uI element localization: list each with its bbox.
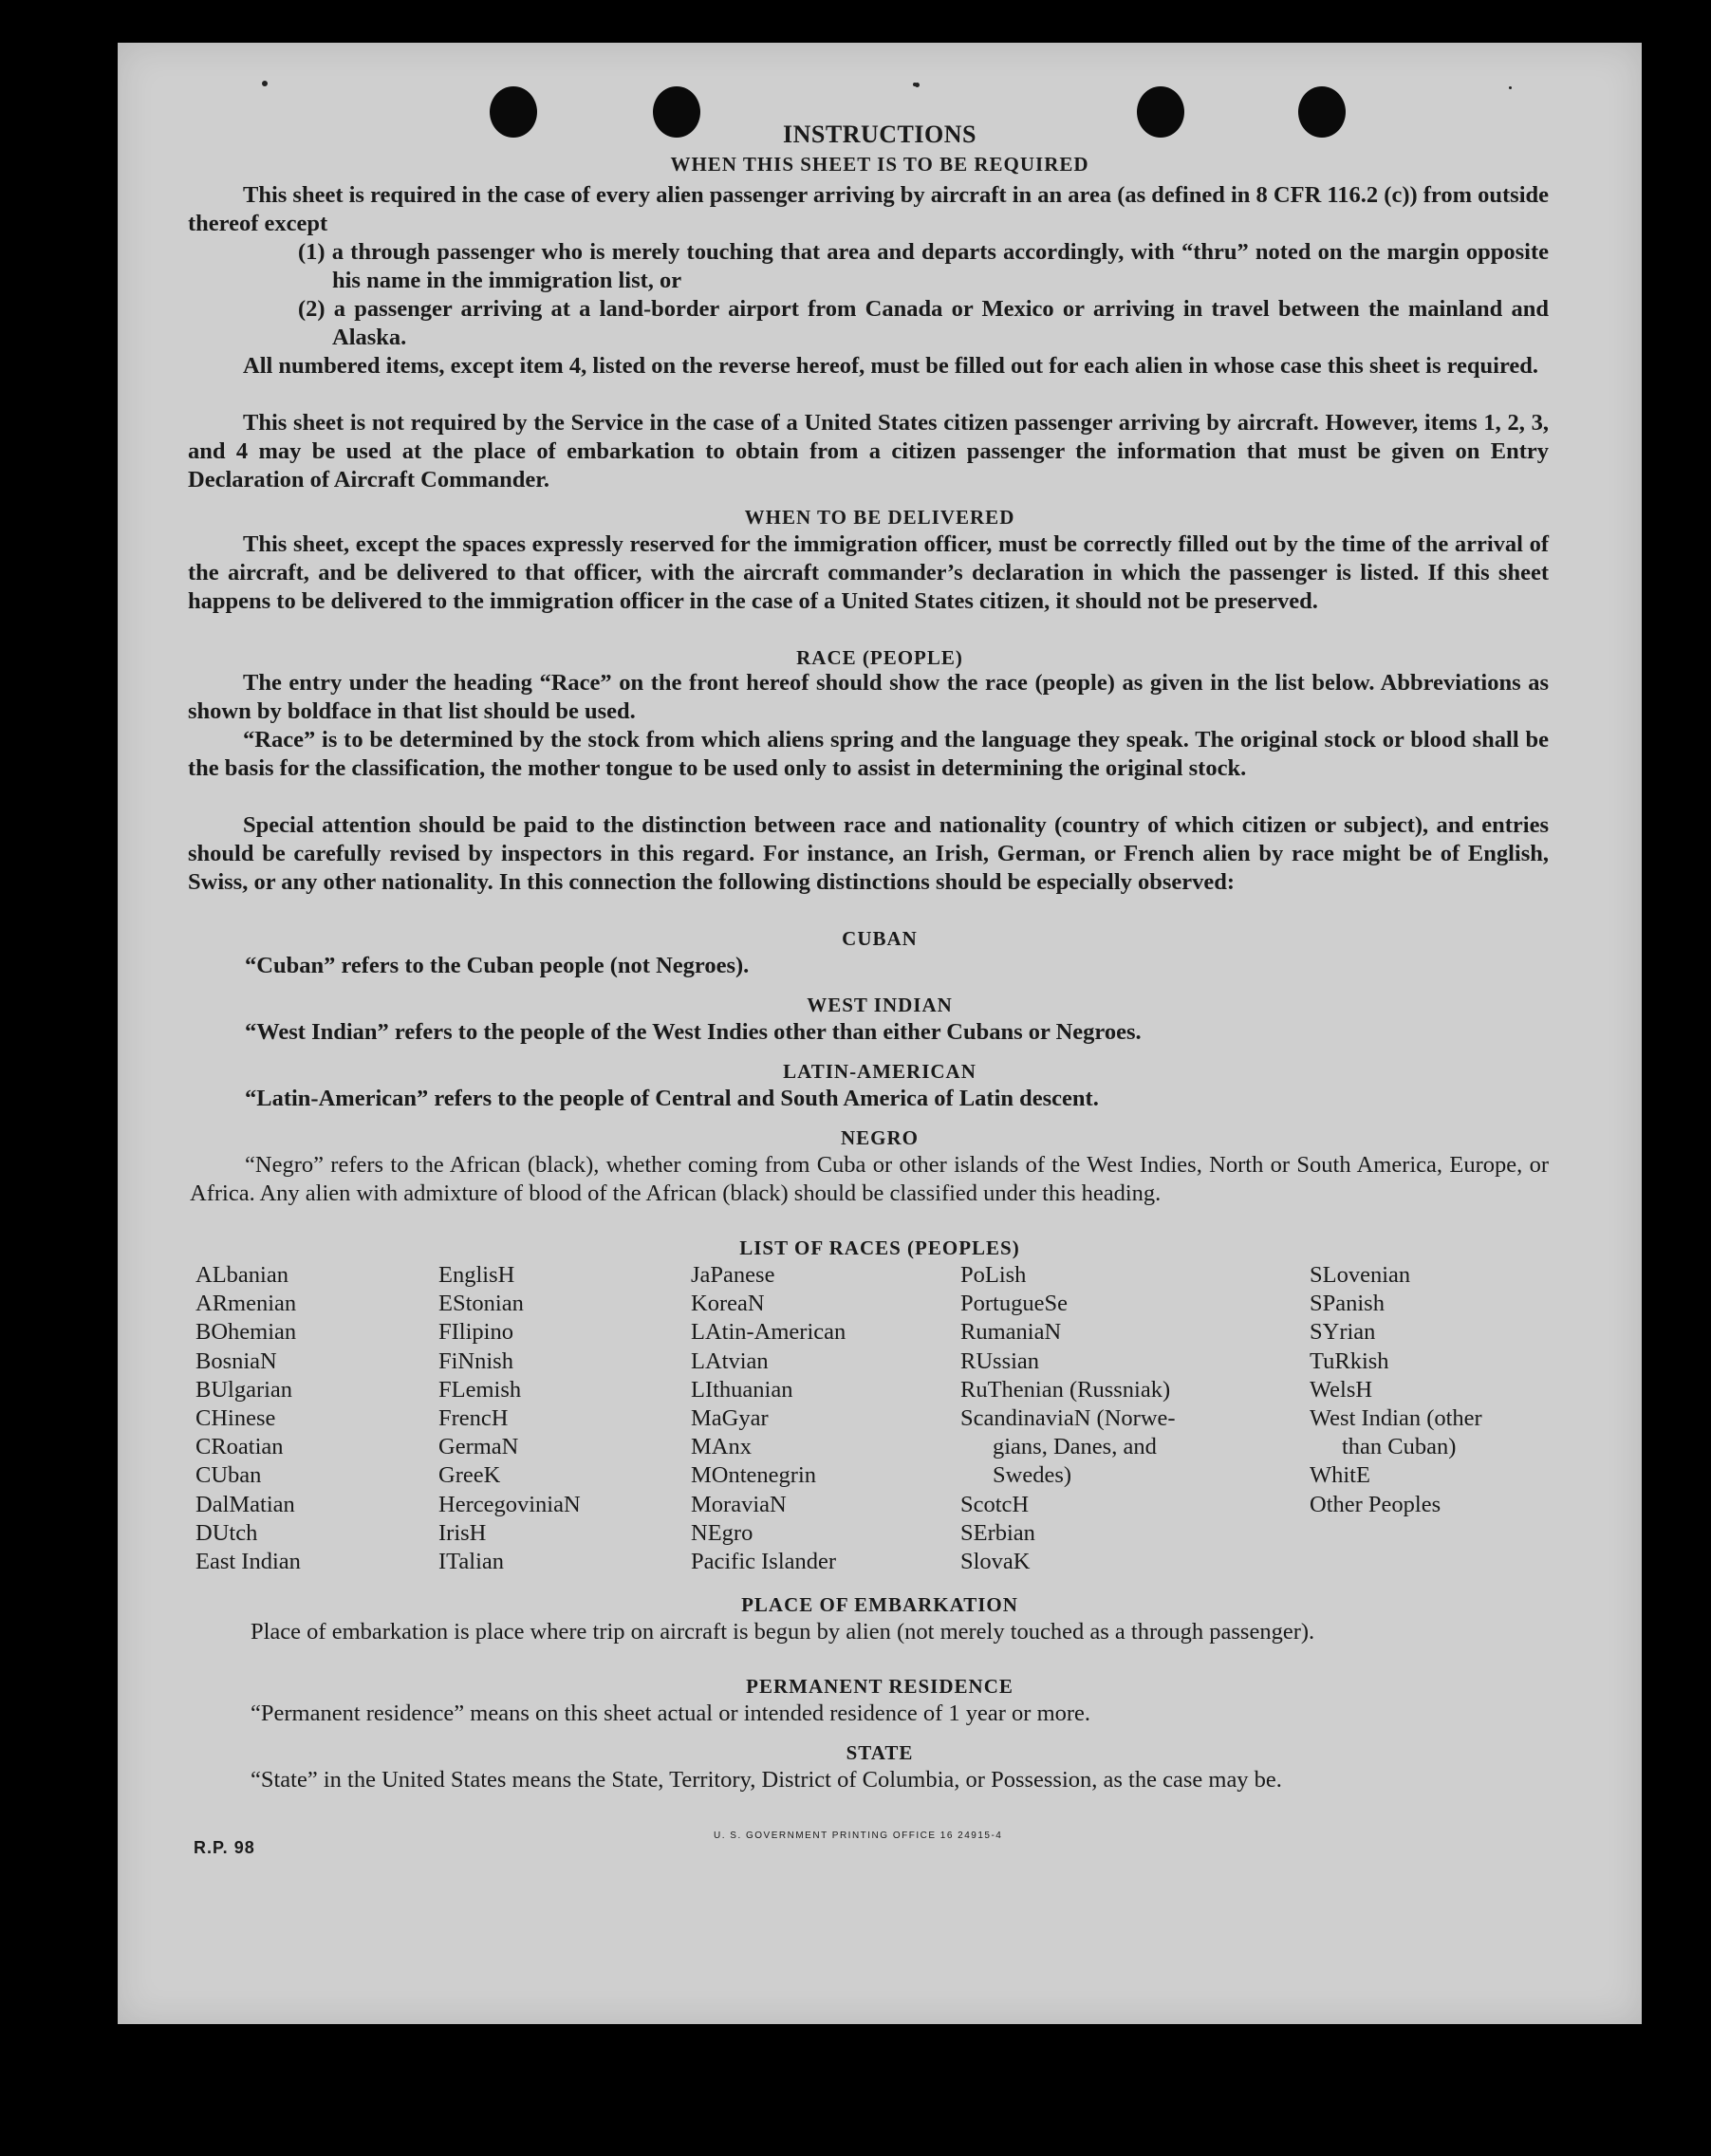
- exception-item-1: (1) a through passenger who is merely touching that area and departs accordingly, with “thru” noted on the margin opposite his name in the immigration list, or: [298, 239, 1549, 293]
- paragraph: All numbered items, except item 4, listed on the reverse hereof, must be filled out for each alien in whose case this sheet is required.: [243, 353, 1539, 379]
- race-item: NEgro: [691, 1519, 753, 1546]
- paragraph: Special attention should be paid to the distinction between race and nationality (country of which citizen or subject), and entries should be carefully revised by inspectors in this regard. For instance, an Irish, German, or French alien by race might be of English, Swiss, or any other nationality. In this connection the following distinctions should be especially observed:: [188, 812, 1549, 895]
- race-item: ALbanian: [195, 1262, 288, 1288]
- paragraph: This sheet, except the spaces expressly reserved for the immigration officer, must be correctly filled out by the time of the arrival of the aircraft, and be delivered to that officer, with the aircraft commander’s declaration in which the passenger is listed. If this sheet happens to be delivered to the immigration officer in the case of a United States citizen, it should not be preserved.: [188, 531, 1549, 614]
- speck: [262, 81, 268, 86]
- race-item: SPanish: [1310, 1291, 1385, 1317]
- race-item: ITalian: [438, 1549, 505, 1575]
- race-item: DUtch: [195, 1519, 258, 1546]
- heading-when-delivered: WHEN TO BE DELIVERED: [744, 506, 1015, 529]
- races-column-4: [960, 1261, 1176, 1576]
- speck: [915, 83, 920, 87]
- exception-item-2: (2) a passenger arriving at a land-border airport from Canada or Mexico or arriving in travel between the mainland and Alaska.: [298, 296, 1549, 350]
- heading-when-required: WHEN THIS SHEET IS TO BE REQUIRED: [670, 153, 1089, 176]
- race-item: BOhemian: [195, 1319, 297, 1346]
- race-item: East Indian: [195, 1549, 301, 1575]
- definition-embarkation: Place of embarkation is place where trip on aircraft is begun by alien (not merely touched as a through passenger).: [251, 1619, 1315, 1645]
- race-item: EStonian: [438, 1291, 524, 1317]
- heading-list-of-races: LIST OF RACES (PEOPLES): [739, 1236, 1020, 1259]
- race-item: PoLish: [960, 1262, 1027, 1288]
- paragraph: The entry under the heading “Race” on the front hereof should show the race (people) as given in the list below. Abbreviations as shown by boldface in that list should be used.: [188, 670, 1549, 724]
- race-item: Other Peoples: [1310, 1491, 1441, 1517]
- heading-embarkation: PLACE OF EMBARKATION: [741, 1593, 1018, 1616]
- paragraph: “Race” is to be determined by the stock from which aliens spring and the language they speak. The original stock or blood shall be the basis for the classification, the mother tongue to be used only to assist in determining the original stock.: [188, 727, 1549, 781]
- race-item: MoraviaN: [691, 1491, 787, 1517]
- race-item: Pacific Islander: [691, 1549, 837, 1575]
- race-item: Swedes): [993, 1462, 1072, 1489]
- race-item: EnglisH: [438, 1262, 515, 1288]
- race-item: WhitE: [1310, 1462, 1370, 1489]
- definition-negro: “Negro” refers to the African (black), whether coming from Cuba or other islands of the West Indies, North or South America, Europe, or Africa. Any alien with admixture of blood of the African (black) should be classified under this heading.: [190, 1152, 1549, 1206]
- heading-cuban: CUBAN: [842, 927, 918, 950]
- races-column-3: [691, 1261, 846, 1576]
- races-column-2: [438, 1261, 581, 1576]
- race-item: SlovaK: [960, 1549, 1031, 1575]
- race-item: BUlgarian: [195, 1376, 293, 1403]
- race-item: BosniaN: [195, 1348, 277, 1374]
- page-title: INSTRUCTIONS: [783, 121, 976, 148]
- race-item: SYrian: [1310, 1319, 1376, 1346]
- race-item: MAnx: [691, 1434, 752, 1460]
- race-item: CRoatian: [195, 1434, 284, 1460]
- race-item: FIlipino: [438, 1319, 513, 1346]
- race-item: LAtin-American: [691, 1319, 846, 1346]
- speck: [1509, 86, 1512, 89]
- race-item: LAtvian: [691, 1348, 769, 1374]
- race-item: MaGyar: [691, 1405, 769, 1432]
- race-item: WelsH: [1310, 1376, 1373, 1403]
- race-item: FrencH: [438, 1405, 509, 1432]
- heading-state: STATE: [846, 1741, 914, 1764]
- race-item: GreeK: [438, 1462, 501, 1489]
- race-item: IrisH: [438, 1519, 487, 1546]
- race-item: RumaniaN: [960, 1319, 1062, 1346]
- race-item: DalMatian: [195, 1491, 295, 1517]
- races-list: [118, 1261, 1642, 1574]
- definition-cuban: “Cuban” refers to the Cuban people (not Negroes).: [245, 953, 750, 978]
- race-item: ARmenian: [195, 1291, 297, 1317]
- heading-latin-american: LATIN-AMERICAN: [783, 1060, 976, 1083]
- race-item: RUssian: [960, 1348, 1040, 1374]
- race-item: SErbian: [960, 1519, 1035, 1546]
- race-item: JaPanese: [691, 1262, 775, 1288]
- printer-imprint: U. S. GOVERNMENT PRINTING OFFICE 16 24915-4: [714, 1831, 1003, 1841]
- definition-permanent-residence: “Permanent residence” means on this sheet actual or intended residence of 1 year or more.: [251, 1701, 1091, 1726]
- race-item: KoreaN: [691, 1291, 765, 1317]
- paragraph: This sheet is not required by the Service in the case of a United States citizen passenger arriving by aircraft. However, items 1, 2, 3, and 4 may be used at the place of embarkation to obtain from a citizen passenger the information that must be given on Entry Declaration of Aircraft Commander.: [188, 410, 1549, 493]
- heading-permanent-residence: PERMANENT RESIDENCE: [746, 1675, 1014, 1698]
- race-item: FLemish: [438, 1376, 522, 1403]
- race-item: PortugueSe: [960, 1291, 1068, 1317]
- race-item: CHinese: [195, 1405, 276, 1432]
- paragraph: This sheet is required in the case of every alien passenger arriving by aircraft in an area (as defined in 8 CFR 116.2 (c)) from outside thereof except: [188, 182, 1550, 236]
- heading-negro: NEGRO: [840, 1126, 919, 1149]
- race-item: HercegoviniaN: [438, 1491, 581, 1517]
- race-item: ScotcH: [960, 1491, 1030, 1517]
- race-item: RuThenian (Russniak): [960, 1376, 1171, 1403]
- race-item: CUban: [195, 1462, 262, 1489]
- definition-west-indian: “West Indian” refers to the people of the West Indies other than either Cubans or Negroes.: [245, 1019, 1142, 1045]
- race-item: gians, Danes, and: [993, 1434, 1157, 1460]
- document-sheet: [118, 43, 1642, 2024]
- races-column-5: [1310, 1261, 1482, 1519]
- race-item: GermaN: [438, 1434, 519, 1460]
- definition-state: “State” in the United States means the State, Territory, District of Columbia, or Possession, as the case may be.: [251, 1767, 1282, 1793]
- heading-west-indian: WEST INDIAN: [807, 994, 953, 1016]
- race-item: than Cuban): [1342, 1434, 1457, 1460]
- race-item: SLovenian: [1310, 1262, 1411, 1288]
- race-item: MOntenegrin: [691, 1462, 816, 1489]
- race-item: West Indian (other: [1310, 1405, 1482, 1432]
- definition-latin-american: “Latin-American” refers to the people of Central and South America of Latin descent.: [245, 1086, 1099, 1111]
- race-item: TuRkish: [1310, 1348, 1389, 1374]
- races-column-1: [195, 1261, 301, 1576]
- heading-race: RACE (PEOPLE): [796, 646, 963, 669]
- race-item: FiNnish: [438, 1348, 513, 1374]
- form-number: R.P. 98: [194, 1838, 255, 1857]
- race-item: ScandinaviaN (Norwe-: [960, 1405, 1176, 1432]
- race-item: LIthuanian: [691, 1376, 793, 1403]
